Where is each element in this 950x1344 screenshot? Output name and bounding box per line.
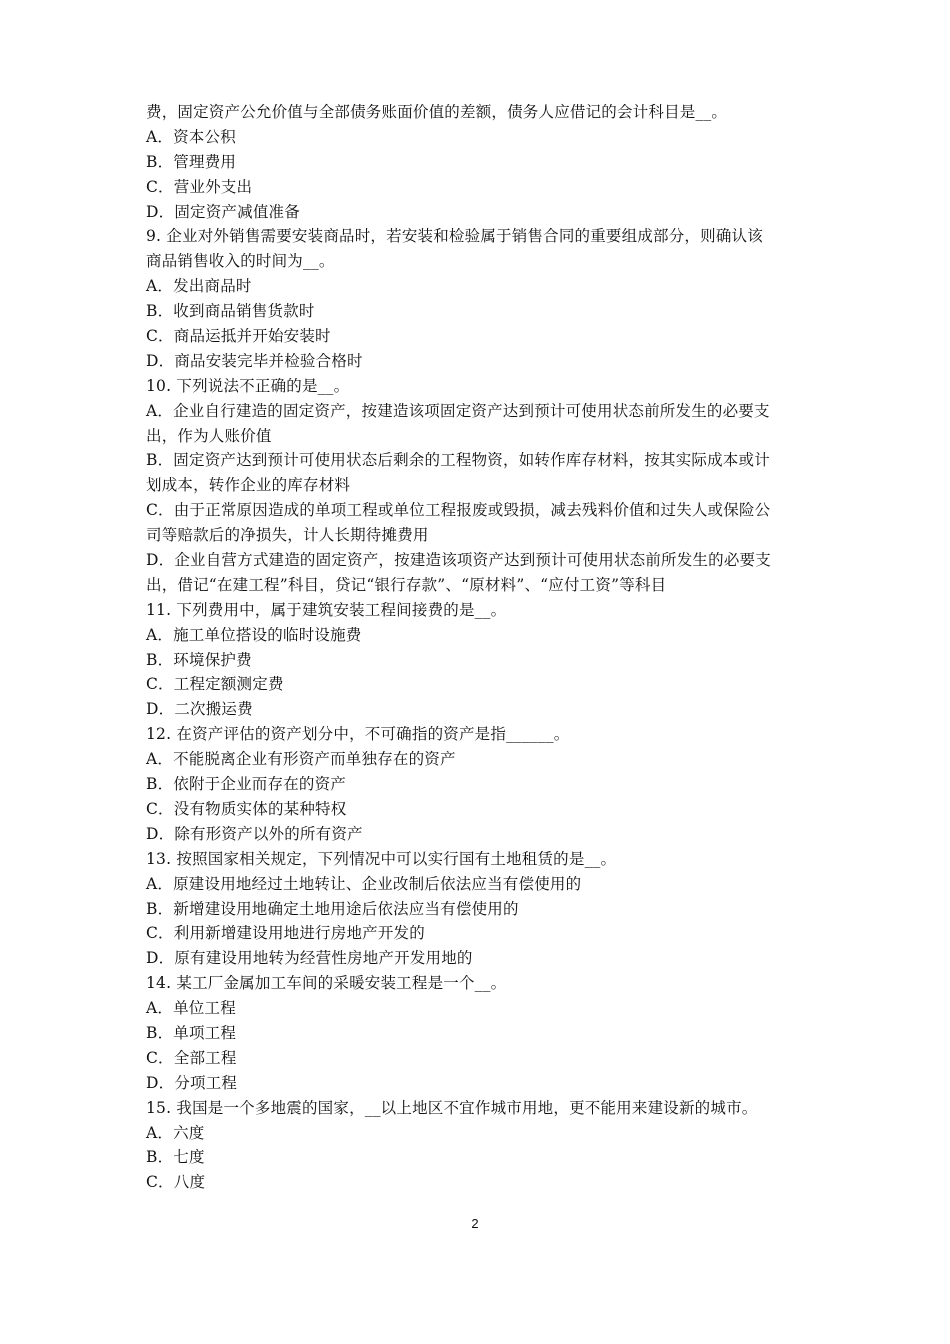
text-line: C．商品运抵并开始安装时 (146, 327, 331, 346)
page-number: 2 (471, 1216, 479, 1231)
text-line: 出，借记“在建工程”科目，贷记“银行存款”、“原材料”、“应付工资”等科目 (146, 575, 667, 594)
text-line: A．企业自行建造的固定资产，按建造该项固定资产达到预计可使用状态前所发生的必要支 (146, 401, 770, 420)
text-line: 10. 下列说法不正确的是__。 (146, 376, 350, 395)
text-line: A．六度 (146, 1123, 205, 1142)
text-line: 商品销售收入的时间为__。 (146, 252, 335, 271)
text-line: A．原建设用地经过土地转让、企业改制后依法应当有偿使用的 (146, 874, 582, 893)
text-line: 11. 下列费用中，属于建筑安装工程间接费的是__。 (146, 600, 507, 619)
text-line: B．七度 (146, 1148, 205, 1167)
text-line: A．不能脱离企业有形资产而单独存在的资产 (146, 750, 456, 769)
text-line: D．分项工程 (146, 1073, 238, 1092)
text-line: 出，作为人账价值 (146, 426, 272, 445)
text-line: C．八度 (146, 1173, 206, 1192)
text-line: 13. 按照国家相关规定，下列情况中可以实行国有土地租赁的是__。 (146, 849, 617, 868)
text-line: 14. 某工厂金属加工车间的采暖安装工程是一个__。 (146, 974, 507, 993)
text-line: B．收到商品销售货款时 (146, 302, 315, 321)
text-line: B．新增建设用地确定土地用途后依法应当有偿使用的 (146, 899, 519, 918)
text-line: B．依附于企业而存在的资产 (146, 775, 346, 794)
text-line: D．原有建设用地转为经营性房地产开发用地的 (146, 949, 473, 968)
text-line: B．环境保护费 (146, 650, 252, 669)
text-line: D．固定资产减值准备 (146, 202, 300, 221)
text-line: A．单位工程 (146, 999, 236, 1018)
text-line: C．营业外支出 (146, 177, 253, 196)
text-line: B．单项工程 (146, 1023, 237, 1042)
text-line: A．资本公积 (146, 127, 236, 146)
text-line: 15. 我国是一个多地震的国家，__以上地区不宜作城市用地，更不能用来建设新的城市。 (146, 1098, 758, 1117)
text-line: B．固定资产达到预计可使用状态后剩余的工程物资，如转作库存材料，按其实际成本或计 (146, 451, 770, 470)
text-line: A．施工单位搭设的临时设施费 (146, 625, 362, 644)
text-line: A．发出商品时 (146, 277, 252, 296)
text-line: 划成本，转作企业的库存材料 (146, 476, 351, 495)
text-line: C．利用新增建设用地进行房地产开发的 (146, 924, 425, 943)
text-line: C．没有物质实体的某种特权 (146, 799, 347, 818)
text-line: C．由于正常原因造成的单项工程或单位工程报废或毁损，减去残料价值和过失人或保险公 (146, 501, 771, 520)
text-line: B．管理费用 (146, 152, 237, 171)
text-line: C．全部工程 (146, 1048, 237, 1067)
text-line: 费，固定资产公允价值与全部债务账面价值的差额，债务人应借记的会计科目是__。 (146, 103, 728, 121)
text-line: C．工程定额测定费 (146, 675, 284, 694)
text-line: D．商品安装完毕并检验合格时 (146, 351, 363, 370)
text-line: D．二次搬运费 (146, 700, 253, 719)
page-content (146, 100, 816, 1195)
text-line: 9. 企业对外销售需要安装商品时，若安装和检验属于销售合同的重要组成部分，则确认该 (146, 227, 763, 246)
text-line: 司等赔款后的净损失，计人长期待摊费用 (146, 526, 429, 545)
text-line: D．企业自营方式建造的固定资产，按建造该项资产达到预计可使用状态前所发生的必要支 (146, 551, 771, 570)
text-line: D．除有形资产以外的所有资产 (146, 824, 363, 843)
text-line: 12. 在资产评估的资产划分中，不可确指的资产是指______。 (146, 725, 570, 744)
